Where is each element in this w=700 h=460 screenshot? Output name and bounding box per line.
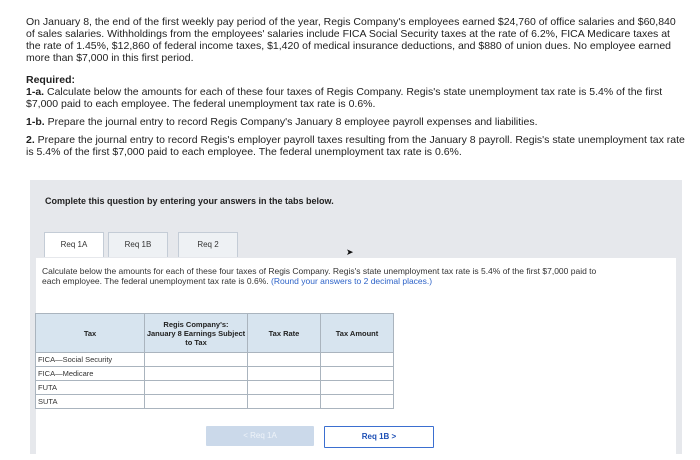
rate-input[interactable] <box>250 353 322 366</box>
header-subject-sub: January 8 Earnings Subject to Tax <box>146 328 246 347</box>
earnings-input[interactable] <box>147 395 249 408</box>
requirement-1b <box>26 116 686 128</box>
header-subject-title: Regis Company's: <box>163 319 229 329</box>
table-row <box>36 367 394 381</box>
requirement-1b-label: 1-b. <box>26 116 45 128</box>
amount-input-cell[interactable] <box>321 395 394 409</box>
rate-input[interactable] <box>250 381 322 394</box>
earnings-input[interactable] <box>147 367 249 380</box>
requirement-1a <box>26 86 686 110</box>
rate-input-cell[interactable] <box>248 367 321 381</box>
tab-req-2[interactable]: Req 2 <box>178 232 238 257</box>
complete-instructions: Complete this question by entering your answers in the tabs below. <box>45 196 334 206</box>
requirement-2-text: Prepare the journal entry to record Regis's employer payroll taxes resulting from the January 8 payroll. Regis's state unemployment tax rate is 5.4% of the first $7,000 paid to each employee. The federal unemployment tax rate is 0.6%. <box>26 134 685 158</box>
row-label: FICA—Medicare <box>36 367 145 381</box>
rate-input[interactable] <box>250 395 322 408</box>
prev-req-button[interactable]: < Req 1A <box>206 426 314 446</box>
amount-input-cell[interactable] <box>321 353 394 367</box>
amount-input[interactable] <box>323 353 395 366</box>
requirement-1a-label: 1-a. <box>26 86 45 98</box>
table-row <box>36 395 394 409</box>
row-label: FICA—Social Security <box>36 353 145 367</box>
rate-input[interactable] <box>250 367 322 380</box>
row-label: FUTA <box>36 381 145 395</box>
row-label: SUTA <box>36 395 145 409</box>
tab-req-1b[interactable]: Req 1B <box>108 232 168 257</box>
rounding-note: (Round your answers to 2 decimal places.) <box>268 276 433 286</box>
header-subject <box>145 314 248 353</box>
tab-instruction <box>42 266 602 286</box>
amount-input[interactable] <box>323 395 395 408</box>
tax-table <box>35 313 394 409</box>
mouse-cursor-icon: ➤ <box>346 247 354 257</box>
amount-input[interactable] <box>323 381 395 394</box>
tab-req-1a[interactable]: Req 1A <box>44 232 104 257</box>
header-tax-amount: Tax Amount <box>321 314 394 353</box>
earnings-input-cell[interactable] <box>145 381 248 395</box>
rate-input-cell[interactable] <box>248 353 321 367</box>
earnings-input[interactable] <box>147 381 249 394</box>
earnings-input[interactable] <box>147 353 249 366</box>
required-heading: Required: <box>26 74 76 86</box>
requirement-1a-text: Calculate below the amounts for each of these four taxes of Regis Company. Regis's state unemployment tax rate is 5.4% of the first $7,000 paid to each employee. The federal unemployment tax rate is 0.6%. <box>26 86 663 110</box>
rate-input-cell[interactable] <box>248 381 321 395</box>
problem-paragraph: On January 8, the end of the first weekly pay period of the year, Regis Company's employees earned $24,760 of office salaries and $60,840 of sales salaries. Withholdings from the employees' salaries include FICA Social Security taxes at the rate of 6.2%, FICA Medicare taxes at the rate of 1.45%, $12,860 of federal income taxes, $1,420 of medical insurance deductions, and $880 of union dues. No employee earned more than $7,000 in this first period. <box>26 16 676 64</box>
table-row <box>36 381 394 395</box>
problem-statement <box>26 16 686 164</box>
next-req-button[interactable]: Req 1B > <box>324 426 434 448</box>
amount-input-cell[interactable] <box>321 381 394 395</box>
requirement-1b-text: Prepare the journal entry to record Regis Company's January 8 employee payroll expenses and liabilities. <box>44 116 538 128</box>
earnings-input-cell[interactable] <box>145 353 248 367</box>
tab-bar <box>36 232 676 259</box>
table-header-row <box>36 314 394 353</box>
requirement-2 <box>26 134 686 158</box>
instruction-text: Calculate below the amounts for each of these four taxes of Regis Company. Regis's state unemployment tax rate is 5.4% of the first $7,000 paid to each employee. The federal unemployment tax rate is 0.6%. <box>42 266 597 286</box>
earnings-input-cell[interactable] <box>145 367 248 381</box>
rate-input-cell[interactable] <box>248 395 321 409</box>
earnings-input-cell[interactable] <box>145 395 248 409</box>
amount-input-cell[interactable] <box>321 367 394 381</box>
header-tax-rate: Tax Rate <box>248 314 321 353</box>
amount-input[interactable] <box>323 367 395 380</box>
requirement-2-label: 2. <box>26 134 35 146</box>
header-tax: Tax <box>36 314 145 353</box>
table-row <box>36 353 394 367</box>
